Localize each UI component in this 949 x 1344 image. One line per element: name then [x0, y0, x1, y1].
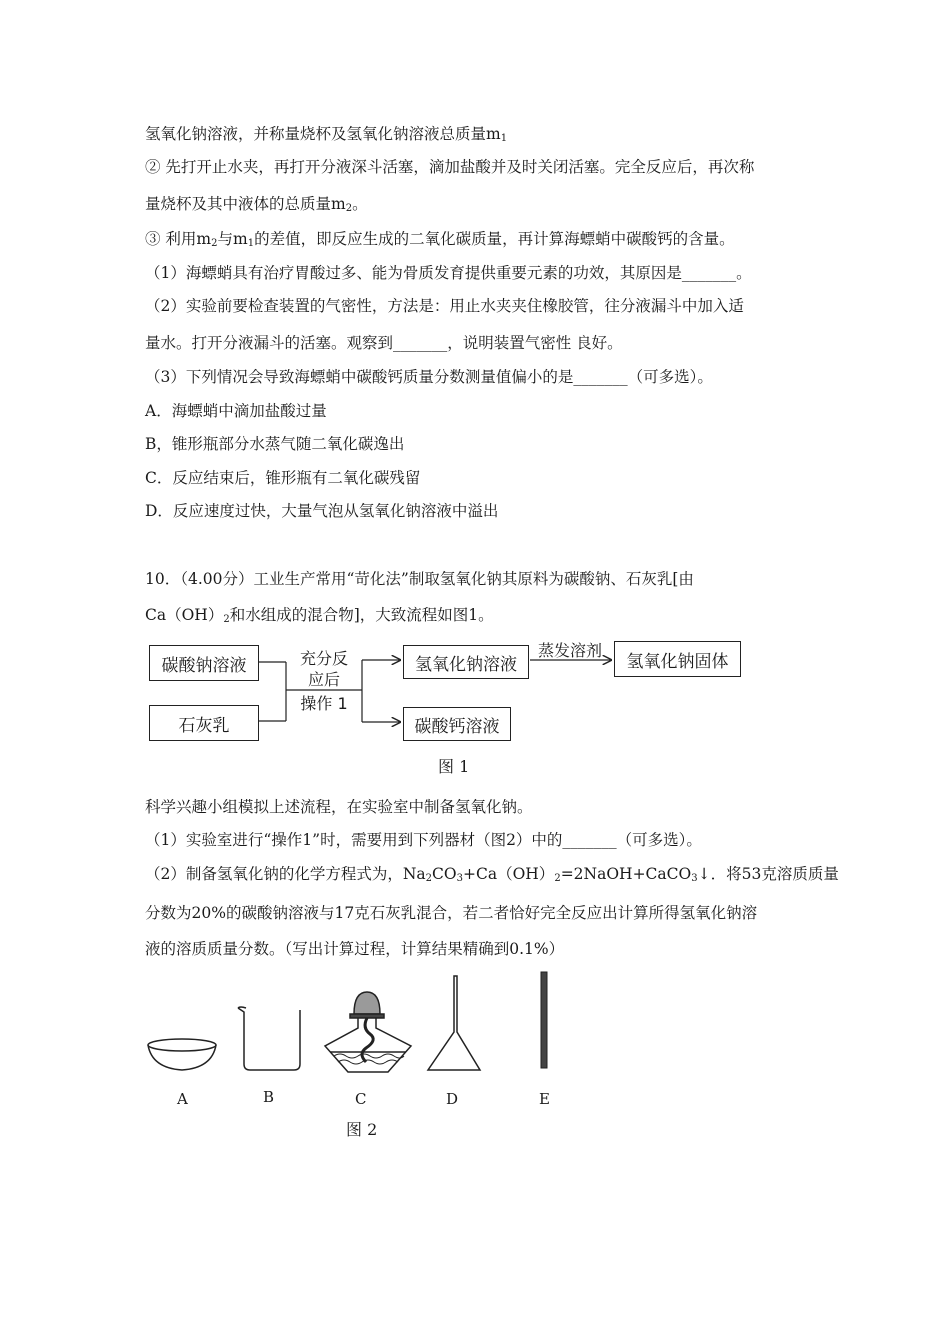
figure-2-caption: 图 2	[346, 1120, 378, 1139]
question-2-cont: 量水。打开分液漏斗的活塞。观察到_______，说明装置气密性 良好。	[145, 334, 623, 352]
equipment-label-c: C	[355, 1090, 367, 1108]
box-sodium-carbonate: 碳酸钠溶液	[149, 645, 259, 681]
label-react-2: 应后	[307, 670, 340, 689]
text-line-3: 量烧杯及其中液体的总质量$m_2$。	[145, 195, 368, 214]
text-line-2: ② 先打开止水夹，再打开分液深斗活塞，滴加盐酸并及时关闭活塞。完全反应后，再次称	[145, 158, 755, 176]
glass-rod-icon	[541, 972, 547, 1068]
alcohol-lamp-icon	[325, 992, 411, 1072]
label-operation-1: 操作 1	[300, 694, 348, 713]
option-b: B，锥形瓶部分水蒸气随二氧化碳逸出	[145, 435, 405, 453]
text-line-4: ③ 利用$m_2$与$m_1$的差值，即反应生成的二氧化碳质量，再计算海螵蛸中碳酸钙的含量。	[145, 230, 735, 249]
equipment-label-d: D	[446, 1090, 459, 1108]
question-10: 10．（4.00分）工业生产常用“苛化法”制取氢氧化钠其原料为碳酸钠、石灰乳[由	[145, 570, 694, 588]
option-d: D．反应速度过快，大量气泡从氢氧化钠溶液中溢出	[145, 502, 499, 520]
label-react-1: 充分反	[299, 649, 348, 668]
question-10-cont: $Ca(OH)_2$和水组成的混合物]，大致流程如图1。	[145, 606, 494, 625]
equipment-label-b: B	[263, 1088, 275, 1106]
question-3: （3）下列情况会导致海螵蛸中碳酸钙质量分数测量值偏小的是_______（可多选）。	[145, 368, 713, 386]
question-10-2-cont2: 液的溶质质量分数。（写出计算过程，计算结果精确到0.1%）	[145, 940, 565, 958]
question-1: （1）海螵蛸具有治疗胃酸过多、能为骨质发育提供重要元素的功效，其原因是_______。	[145, 264, 752, 282]
option-a: A．海螵蛸中滴加盐酸过量	[145, 402, 327, 420]
question-10-2: （2）制备氢氧化钠的化学方程式为，$Na_2CO_3+Ca(OH)_2=2NaOH+CaCO_3↓$．将53克溶质质量	[145, 865, 839, 884]
box-naoh-solution: 氢氧化钠溶液	[403, 645, 529, 679]
option-c: C．反应结束后，锥形瓶有二氧化碳残留	[145, 469, 421, 487]
equipment-label-a: A	[177, 1090, 188, 1108]
equipment-label-e: E	[539, 1090, 550, 1108]
text-line-intro: 科学兴趣小组模拟上述流程，在实验室中制备氢氧化钠。	[145, 798, 533, 816]
label-evaporate: 蒸发溶剂	[537, 641, 602, 660]
question-10-1: （1）实验室进行“操作1”时，需要用到下列器材（图2）中的_______（可多选）。	[145, 831, 702, 849]
question-2: （2）实验前要检查装置的气密性，方法是：用止水夹夹住橡胶管，往分液漏斗中加入适	[145, 297, 744, 315]
evaporating-dish-icon	[148, 1039, 216, 1070]
box-caco3-solution: 碳酸钙溶液	[403, 707, 511, 741]
funnel-icon	[428, 976, 480, 1070]
beaker-icon	[238, 1007, 300, 1070]
box-lime-milk: 石灰乳	[149, 705, 259, 741]
text-line-1: 氢氧化钠溶液，并称量烧杯及氢氧化钠溶液总质量$m_1$	[145, 125, 508, 144]
box-naoh-solid: 氢氧化钠固体	[614, 641, 741, 677]
question-10-2-cont: 分数为20%的碳酸钠溶液与17克石灰乳混合，若二者恰好完全反应出计算所得氢氧化钠溶	[145, 904, 758, 922]
figure-1-caption: 图 1	[438, 757, 470, 776]
